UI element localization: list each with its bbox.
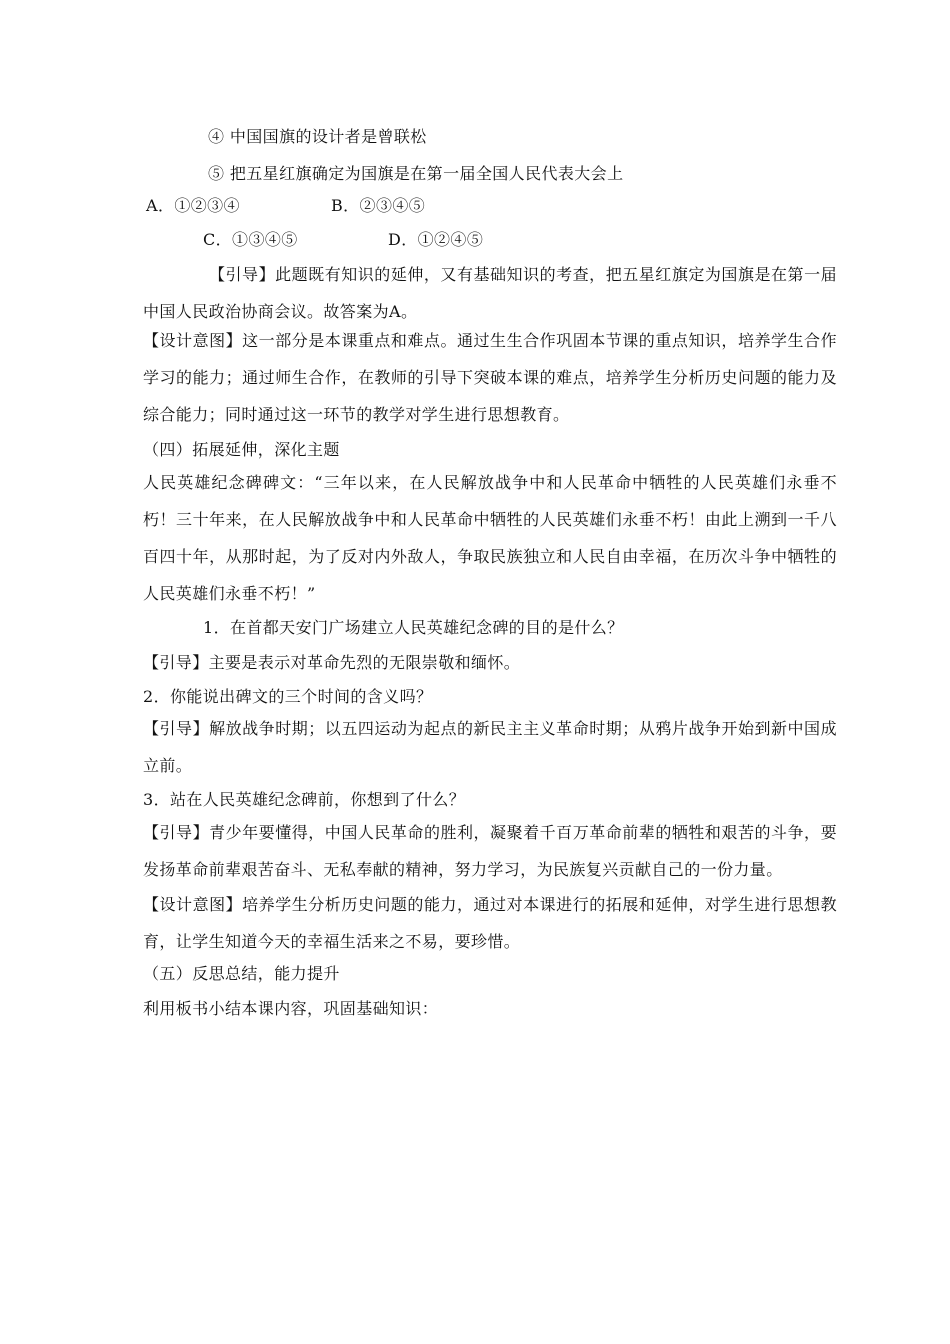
section-5-text: 利用板书小结本课内容，巩固基础知识： <box>143 999 439 1018</box>
options-row-1 <box>146 195 425 217</box>
section-5-heading: （五）反思总结，能力提升 <box>143 964 340 983</box>
question-1: 1．在首都天安门广场建立人民英雄纪念碑的目的是什么？ <box>203 618 624 637</box>
question-guide: 【引导】此题既有知识的延伸，又有基础知识的考查，把五星红旗定为国旗是在第一届中国人民政治协商会议。故答案为A。 <box>143 265 837 321</box>
question-item-5: ⑤ 把五星红旗确定为国旗是在第一届全国人民代表大会上 <box>208 164 624 183</box>
monument-inscription: 人民英雄纪念碑碑文：“三年以来，在人民解放战争中和人民革命中牺牲的人民英雄们永垂不朽！三十年来，在人民解放战争中和人民革命中牺牲的人民英雄们永垂不朽！由此上溯到一千八百四十年，从那时起，为了反对内外敌人，争取民族独立和人民自由幸福，在历次斗争中牺牲的人民英雄们永垂不朽！” <box>143 473 837 603</box>
option-c: C．①③④⑤ <box>203 230 298 249</box>
design-intent-1: 【设计意图】这一部分是本课重点和难点。通过生生合作巩固本节课的重点知识，培养学生合作学习的能力；通过师生合作，在教师的引导下突破本课的难点，培养学生分析历史问题的能力及综合能力；同时通过这一环节的教学对学生进行思想教育。 <box>143 331 837 424</box>
answer-3: 【引导】青少年要懂得，中国人民革命的胜利，凝聚着千百万革命前辈的牺牲和艰苦的斗争，要发扬革命前辈艰苦奋斗、无私奉献的精神，努力学习，为民族复兴贡献自己的一份力量。 <box>143 823 837 879</box>
question-item-4: ④ 中国国旗的设计者是曾联松 <box>208 127 427 146</box>
answer-1: 【引导】主要是表示对革命先烈的无限崇敬和缅怀。 <box>143 653 521 672</box>
option-a: A．①②③④ <box>146 196 240 215</box>
answer-2: 【引导】解放战争时期；以五四运动为起点的新民主主义革命时期；从鸦片战争开始到新中国成立前。 <box>143 719 837 775</box>
options-row-2 <box>203 229 483 251</box>
section-4-heading: （四）拓展延伸，深化主题 <box>143 440 340 459</box>
question-2: 2．你能说出碑文的三个时间的含义吗？ <box>143 687 433 706</box>
design-intent-2: 【设计意图】培养学生分析历史问题的能力，通过对本课进行的拓展和延伸，对学生进行思想教育，让学生知道今天的幸福生活来之不易，要珍惜。 <box>143 895 837 951</box>
option-d: D．①②④⑤ <box>388 230 484 249</box>
option-b: B．②③④⑤ <box>331 196 426 215</box>
question-3: 3．站在人民英雄纪念碑前，你想到了什么？ <box>143 790 466 809</box>
